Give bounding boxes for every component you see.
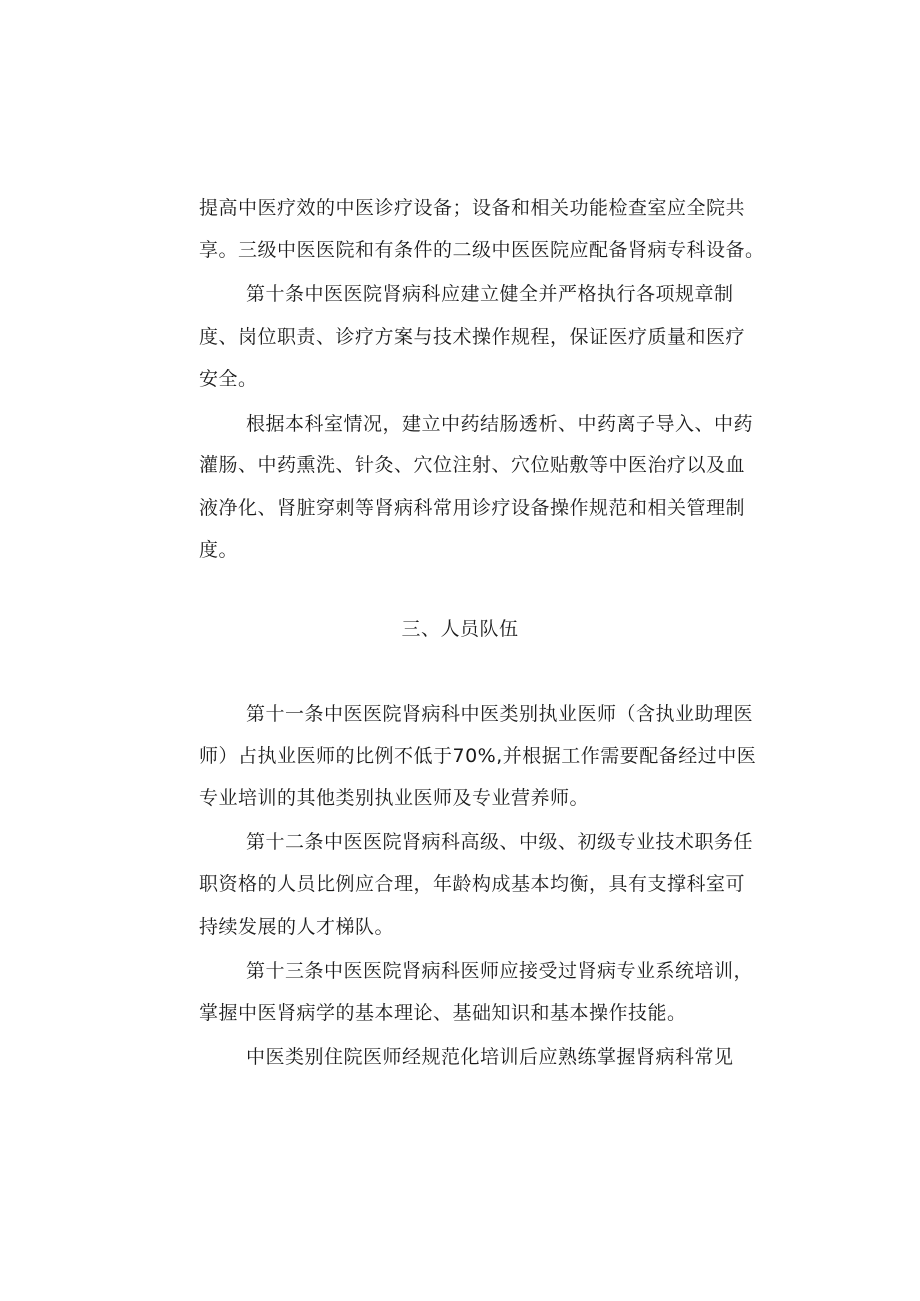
paragraph-line: 安全。 xyxy=(199,368,258,390)
paragraph-line: 度、岗位职责、诊疗方案与技术操作规程，保证医疗质量和医疗 xyxy=(199,326,746,348)
section-heading: 三、人员队伍 xyxy=(401,618,519,640)
paragraph-line: 度。 xyxy=(199,539,239,561)
paragraph-line: 掌握中医肾病学的基本理论、基础知识和基本操作技能。 xyxy=(199,1002,687,1024)
article-13-line: 第十三条中医医院肾病科医师应接受过肾病专业系统培训， xyxy=(246,960,754,982)
paragraph-line: 持续发展的人才梯队。 xyxy=(199,916,395,938)
article-10-line: 第十条中医医院肾病科应建立健全并严格执行各项规章制 xyxy=(246,283,734,305)
paragraph-line: 职资格的人员比例应合理，年龄构成基本均衡，具有支撑科室可 xyxy=(199,873,746,895)
paragraph-line: 灌肠、中药熏洗、针灸、穴位注射、穴位贴敷等中医治疗以及血 xyxy=(199,454,746,476)
article-11-line: 第十一条中医医院肾病科中医类别执业医师（含执业助理医 xyxy=(246,703,754,725)
article-12-line: 第十二条中医医院肾病科高级、中级、初级专业技术职务任 xyxy=(246,831,754,853)
paragraph-line: 师）占执业医师的比例不低于70%,并根据工作需要配备经过中医 xyxy=(199,745,757,767)
paragraph-line: 中医类别住院医师经规范化培训后应熟练掌握肾病科常见 xyxy=(246,1046,734,1068)
paragraph-line: 液净化、肾脏穿刺等肾病科常用诊疗设备操作规范和相关管理制 xyxy=(199,497,746,519)
paragraph-line: 提高中医疗效的中医诊疗设备；设备和相关功能检查室应全院共 xyxy=(199,197,746,219)
paragraph-line: 享。三级中医医院和有条件的二级中医医院应配备肾病专科设备。 xyxy=(199,239,765,261)
paragraph-line: 根据本科室情况，建立中药结肠透析、中药离子导入、中药 xyxy=(246,413,754,435)
paragraph-line: 专业培训的其他类别执业医师及专业营养师。 xyxy=(199,787,590,809)
